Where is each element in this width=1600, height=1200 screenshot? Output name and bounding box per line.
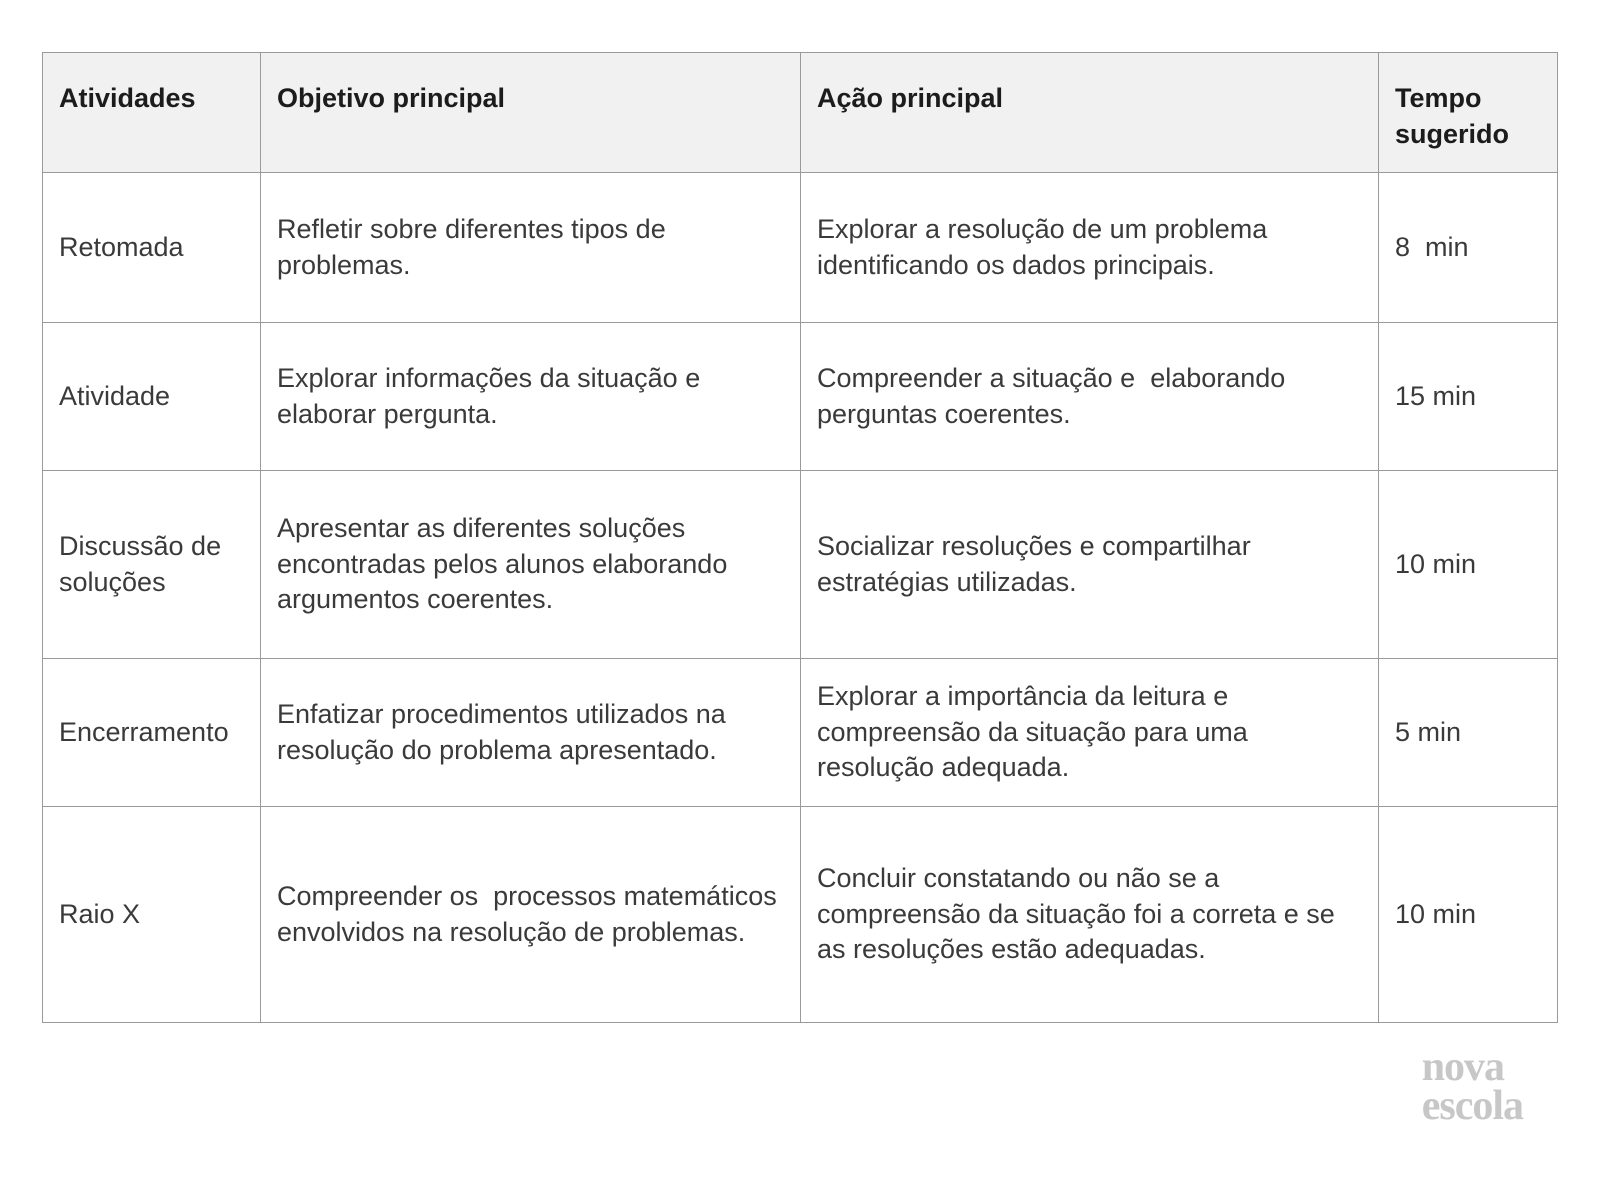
- activity-name-cell: Encerramento: [43, 659, 261, 807]
- objective-cell: Enfatizar procedimentos utilizados na resolução do problema apresentado.: [261, 659, 801, 807]
- table-row: [43, 173, 1558, 323]
- action-cell: Socializar resoluções e compartilhar estratégias utilizadas.: [801, 471, 1379, 659]
- header-action: Ação principal: [801, 53, 1379, 173]
- lesson-plan-table: [42, 52, 1558, 1023]
- table-row: [43, 807, 1558, 1023]
- activity-name-cell: Retomada: [43, 173, 261, 323]
- logo-line-1: nova: [1421, 1044, 1505, 1090]
- action-cell: Explorar a resolução de um problema identificando os dados principais.: [801, 173, 1379, 323]
- action-cell: Compreender a situação e elaborando perguntas coerentes.: [801, 323, 1379, 471]
- table-row: [43, 659, 1558, 807]
- objective-cell: Refletir sobre diferentes tipos de problemas.: [261, 173, 801, 323]
- logo-line-2: escola: [1421, 1082, 1523, 1129]
- activity-name-cell: Discussão de soluções: [43, 471, 261, 659]
- table-row: [43, 471, 1558, 659]
- header-time: Tempo sugerido: [1379, 53, 1558, 173]
- time-cell: 5 min: [1379, 659, 1558, 807]
- lesson-plan-table-container: [42, 52, 1558, 1023]
- objective-cell: Compreender os processos matemáticos envolvidos na resolução de problemas.: [261, 807, 801, 1023]
- objective-cell: Apresentar as diferentes soluções encontradas pelos alunos elaborando argumentos coerentes.: [261, 471, 801, 659]
- header-row: [43, 53, 1558, 173]
- activity-name-cell: Atividade: [43, 323, 261, 471]
- nova-escola-logo: [1421, 1044, 1523, 1129]
- header-objective: Objetivo principal: [261, 53, 801, 173]
- activity-name-cell: Raio X: [43, 807, 261, 1023]
- action-cell: Explorar a importância da leitura e compreensão da situação para uma resolução adequada.: [801, 659, 1379, 807]
- time-cell: 10 min: [1379, 807, 1558, 1023]
- time-cell: 10 min: [1379, 471, 1558, 659]
- objective-cell: Explorar informações da situação e elaborar pergunta.: [261, 323, 801, 471]
- header-activities: Atividades: [43, 53, 261, 173]
- time-cell: 15 min: [1379, 323, 1558, 471]
- action-cell: Concluir constatando ou não se a compreensão da situação foi a correta e se as resoluções estão adequadas.: [801, 807, 1379, 1023]
- table-row: [43, 323, 1558, 471]
- time-cell: 8 min: [1379, 173, 1558, 323]
